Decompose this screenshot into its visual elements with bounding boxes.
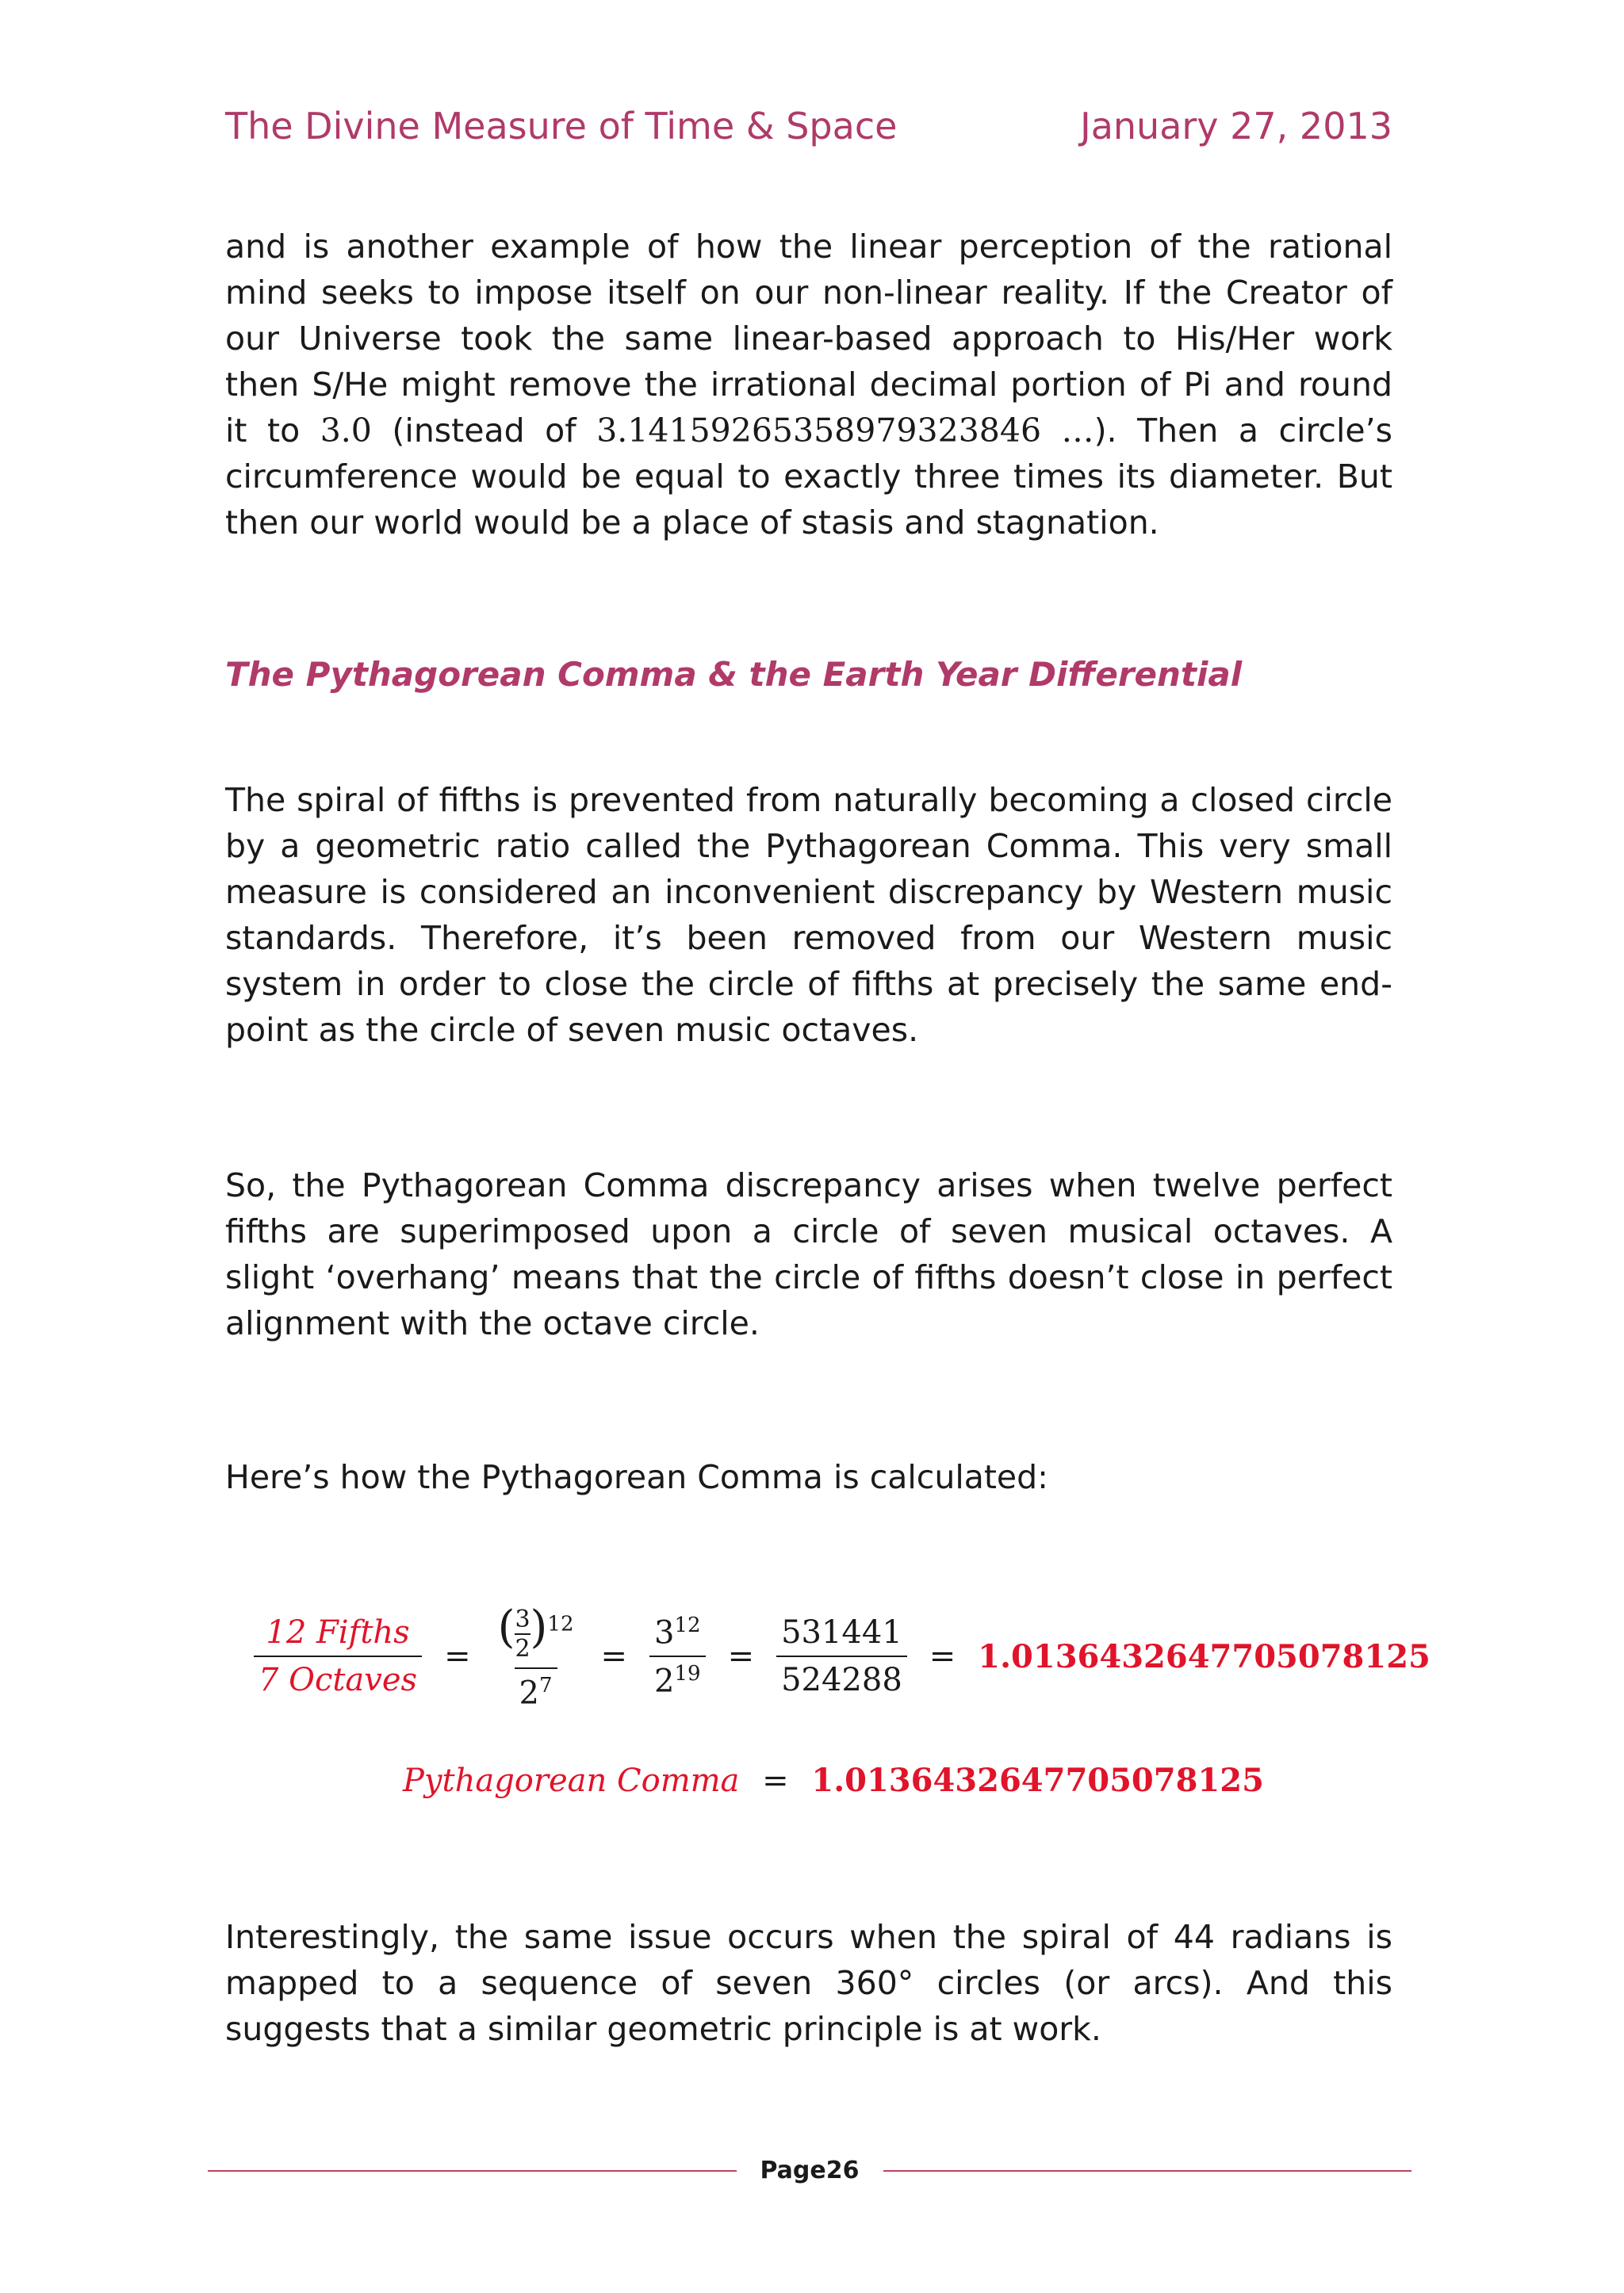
equals-sign: = bbox=[600, 1638, 628, 1675]
comma-result: 1.0136432647705078125 bbox=[978, 1637, 1431, 1675]
den-base: 2 bbox=[654, 1663, 675, 1700]
integer-fraction bbox=[776, 1614, 907, 1698]
comma-equation bbox=[254, 1602, 1431, 1711]
paragraph-spiral-of-fifths: The spiral of fifths is prevented from naturally becoming a closed circle by a geometric ratio called the Pythagorean Comma. This very small measure is considered an inconvenient discrepancy by Western music standards. Therefore, it’s been removed from our Western music system in order to close the circle of fifths at precisely the same end-point as the circle of seven music octaves. bbox=[225, 781, 1392, 1049]
paragraph-comma-discrepancy: So, the Pythagorean Comma discrepancy arises when twelve perfect fifths are superimposed upon a circle of seven musical octaves. A slight ‘overhang’ means that the circle of fifths doesn’t close in perfect alignment with the octave circle. bbox=[225, 1166, 1392, 1342]
power-exponent: 12 bbox=[547, 1612, 574, 1636]
fifths-octaves-fraction bbox=[254, 1614, 422, 1698]
paragraph-radians: Interestingly, the same issue occurs when the spiral of 44 radians is mapped to a sequence of seven 360° circles (or arcs). And this suggests that a similar geometric principle is at work. bbox=[225, 1918, 1392, 2048]
pi-rounded-value: 3.0 bbox=[320, 412, 372, 450]
num-exponent: 12 bbox=[674, 1613, 701, 1637]
paragraph-calculation-intro: Here’s how the Pythagorean Comma is calculated: bbox=[225, 1458, 1048, 1496]
paragraph-pi-text-c: ). Then a circle’s circumference would be equal to exactly three times its diameter. But then our world would be a place of stasis and stagnation. bbox=[225, 412, 1392, 542]
page-number: Page26 bbox=[760, 2157, 860, 2184]
footer-rule-right bbox=[883, 2170, 1412, 2172]
right-paren: ) bbox=[530, 1602, 548, 1653]
integer-fraction-denominator: 524288 bbox=[776, 1656, 907, 1698]
equals-sign: = bbox=[762, 1763, 789, 1799]
left-paren: ( bbox=[497, 1602, 515, 1653]
power-fraction-denominator bbox=[515, 1667, 557, 1711]
fraction-numerator: 12 Fifths bbox=[266, 1614, 410, 1652]
pi-full-value: 3.14159265358979323846 … bbox=[596, 412, 1094, 450]
equals-sign: = bbox=[444, 1638, 471, 1675]
document-date: January 27, 2013 bbox=[1080, 105, 1392, 147]
den-exponent: 7 bbox=[539, 1674, 553, 1698]
exponent-fraction-numerator bbox=[649, 1614, 706, 1656]
paragraph-pi-text-a: and is another example of how the linear perception of the rational mind seeks to impose itself on our non-linear reality. If the Creator of our Universe took the same linear-based approach to His/Her work then S/He might remove the irrational decimal portion of Pi and round it to bbox=[225, 228, 1392, 450]
section-heading: The Pythagorean Comma & the Earth Year Differential bbox=[225, 655, 1243, 694]
page-footer bbox=[208, 2157, 1411, 2184]
den-base: 2 bbox=[519, 1675, 539, 1712]
page-header bbox=[225, 105, 1392, 147]
three-halves-den: 2 bbox=[515, 1635, 530, 1663]
comma-definition bbox=[403, 1762, 1264, 1799]
equals-sign: = bbox=[929, 1638, 956, 1675]
paragraph-pi bbox=[225, 224, 1392, 545]
fraction-denominator: 7 Octaves bbox=[254, 1656, 422, 1698]
exponent-fraction-denominator bbox=[649, 1656, 706, 1699]
power-fraction bbox=[493, 1602, 579, 1711]
comma-label: Pythagorean Comma bbox=[403, 1763, 740, 1799]
num-base: 3 bbox=[654, 1614, 675, 1652]
three-halves-num: 3 bbox=[515, 1606, 530, 1633]
power-fraction-numerator bbox=[493, 1602, 579, 1667]
den-exponent: 19 bbox=[674, 1662, 701, 1686]
paragraph-pi-text-b: (instead of bbox=[371, 412, 597, 450]
three-halves bbox=[515, 1606, 530, 1663]
integer-fraction-numerator: 531441 bbox=[781, 1614, 902, 1652]
comma-value: 1.0136432647705078125 bbox=[811, 1762, 1264, 1799]
footer-rule-left bbox=[208, 2170, 737, 2172]
exponent-fraction bbox=[649, 1614, 706, 1700]
document-title: The Divine Measure of Time & Space bbox=[225, 105, 898, 147]
equals-sign: = bbox=[727, 1638, 755, 1675]
